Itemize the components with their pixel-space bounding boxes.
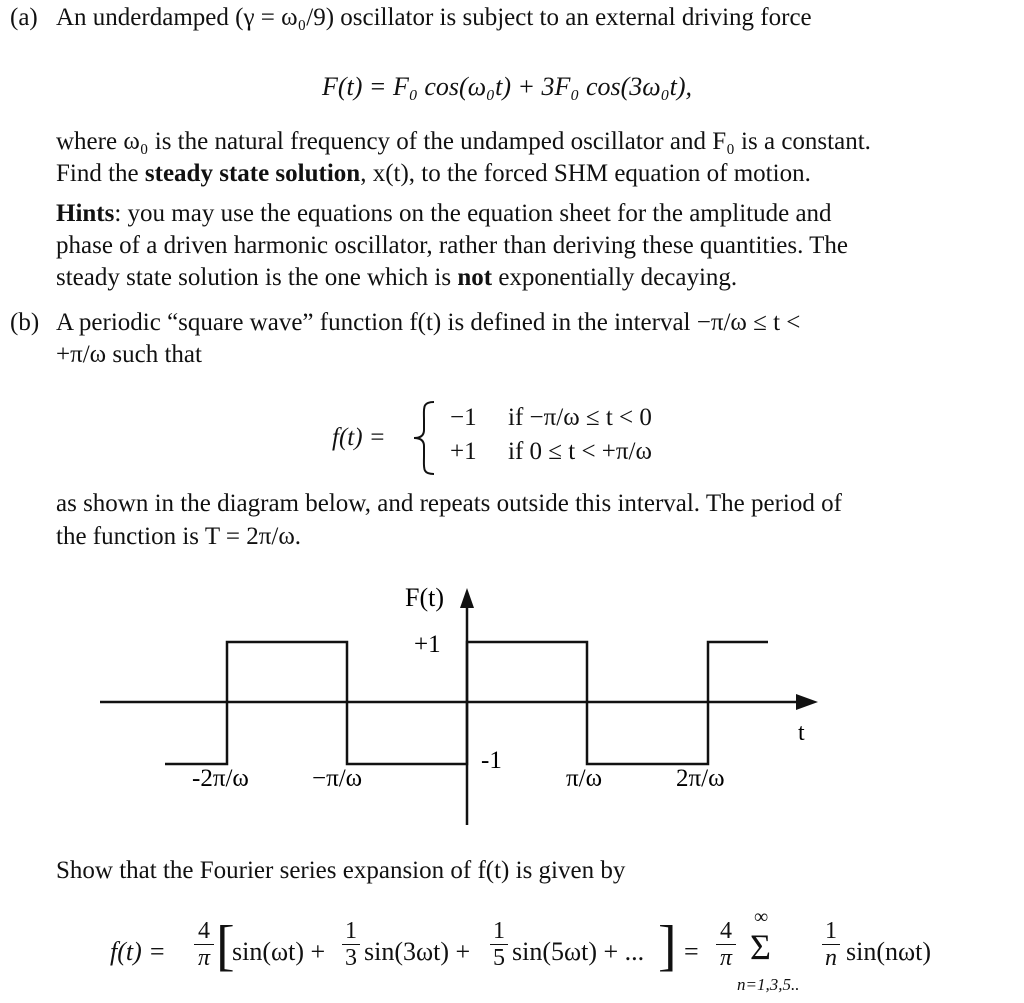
plus-one-label: +1 xyxy=(414,631,441,658)
summation-symbol: Σ xyxy=(750,927,771,967)
text-run: , x(t), to the forced SHM equation of motion. xyxy=(360,160,811,187)
bold-steady-state: steady state solution xyxy=(144,160,361,187)
sum-lower-limit: n=1,3,5.. xyxy=(737,975,800,994)
denominator: n xyxy=(825,945,837,971)
sum-upper-limit: ∞ xyxy=(754,906,769,928)
fraction-1-over-n xyxy=(822,918,840,971)
numerator: 4 xyxy=(194,918,214,945)
fourier-lhs: f(t) = xyxy=(110,937,166,966)
numerator: 1 xyxy=(490,918,508,945)
hints-line2: phase of a driven harmonic oscillator, rather than deriving these quantities. The xyxy=(56,232,849,259)
denominator: π xyxy=(197,945,211,971)
case2-value: +1 xyxy=(450,438,477,465)
part-b-line1: A periodic “square wave” function f(t) is defined in the interval −π/ω ≤ t < xyxy=(56,309,801,336)
fourier-equals: = xyxy=(684,937,699,966)
piecewise-lhs: f(t) = xyxy=(332,424,386,451)
fourier-term3: sin(5ωt) + ... xyxy=(512,937,645,966)
text-run: : you may use the equations on the equation sheet for the amplitude and xyxy=(114,200,832,227)
left-bracket: [ xyxy=(216,915,235,977)
t-axis-arrowhead xyxy=(796,694,818,710)
force-equation: F(t) = F₀ cos(ω₀t) + 3F₀ cos(3ω₀t), xyxy=(322,72,693,101)
hints-line3 xyxy=(56,262,737,294)
text-run: Find the xyxy=(56,160,145,187)
part-b-after-line2: the function is T = 2π/ω. xyxy=(56,523,302,550)
square-wave-diagram xyxy=(0,570,1024,840)
right-bracket: ] xyxy=(658,915,677,977)
show-line: Show that the Fourier series expansion of f(t) is given by xyxy=(56,857,626,884)
t-axis-label: t xyxy=(798,720,805,746)
part-a-label: (a) xyxy=(10,4,38,31)
fraction-4-over-pi xyxy=(194,918,214,971)
tick-label-neg-pi: −π/ω xyxy=(312,765,363,792)
case1-condition: if −π/ω ≤ t < 0 xyxy=(508,404,652,431)
part-a-para1-line2 xyxy=(56,158,811,190)
fourier-term4: sin(nωt) xyxy=(846,937,931,966)
hints-line1 xyxy=(56,198,832,230)
part-a-intro: An underdamped (γ = ω₀/9) oscillator is subject to an external driving force xyxy=(56,4,812,31)
fourier-term2: sin(3ωt) + xyxy=(364,937,471,966)
fraction-1-over-3 xyxy=(342,918,360,971)
case2-condition: if 0 ≤ t < +π/ω xyxy=(508,438,652,465)
tick-label-neg-2pi: -2π/ω xyxy=(192,765,249,792)
part-b-label: (b) xyxy=(10,309,40,336)
text-run: exponentially decaying. xyxy=(492,264,738,291)
tick-label-2pi: 2π/ω xyxy=(676,765,725,792)
numerator: 1 xyxy=(342,918,360,945)
piecewise-brace xyxy=(410,400,440,476)
minus-one-label: -1 xyxy=(481,747,502,774)
text-run: steady state solution is the one which is xyxy=(56,264,458,291)
numerator: 4 xyxy=(716,918,736,945)
tick-label-pi: π/ω xyxy=(566,765,603,792)
bold-hints: Hints xyxy=(56,200,115,227)
fourier-term1: sin(ωt) + xyxy=(232,937,326,966)
denominator: π xyxy=(719,945,733,971)
case1-value: −1 xyxy=(450,404,477,431)
y-axis-arrowhead xyxy=(460,588,474,608)
bold-not: not xyxy=(457,264,493,291)
fraction-4-over-pi-2 xyxy=(716,918,736,971)
part-b-line2: +π/ω such that xyxy=(56,341,202,368)
y-axis-label: F(t) xyxy=(405,583,444,612)
part-b-after-line1: as shown in the diagram below, and repeats outside this interval. The period of xyxy=(56,490,842,517)
fraction-1-over-5 xyxy=(490,918,508,971)
part-a-para1-line1: where ω₀ is the natural frequency of the undamped oscillator and F₀ is a constant. xyxy=(56,128,871,155)
denominator: 3 xyxy=(345,945,357,971)
numerator: 1 xyxy=(822,918,840,945)
denominator: 5 xyxy=(493,945,505,971)
